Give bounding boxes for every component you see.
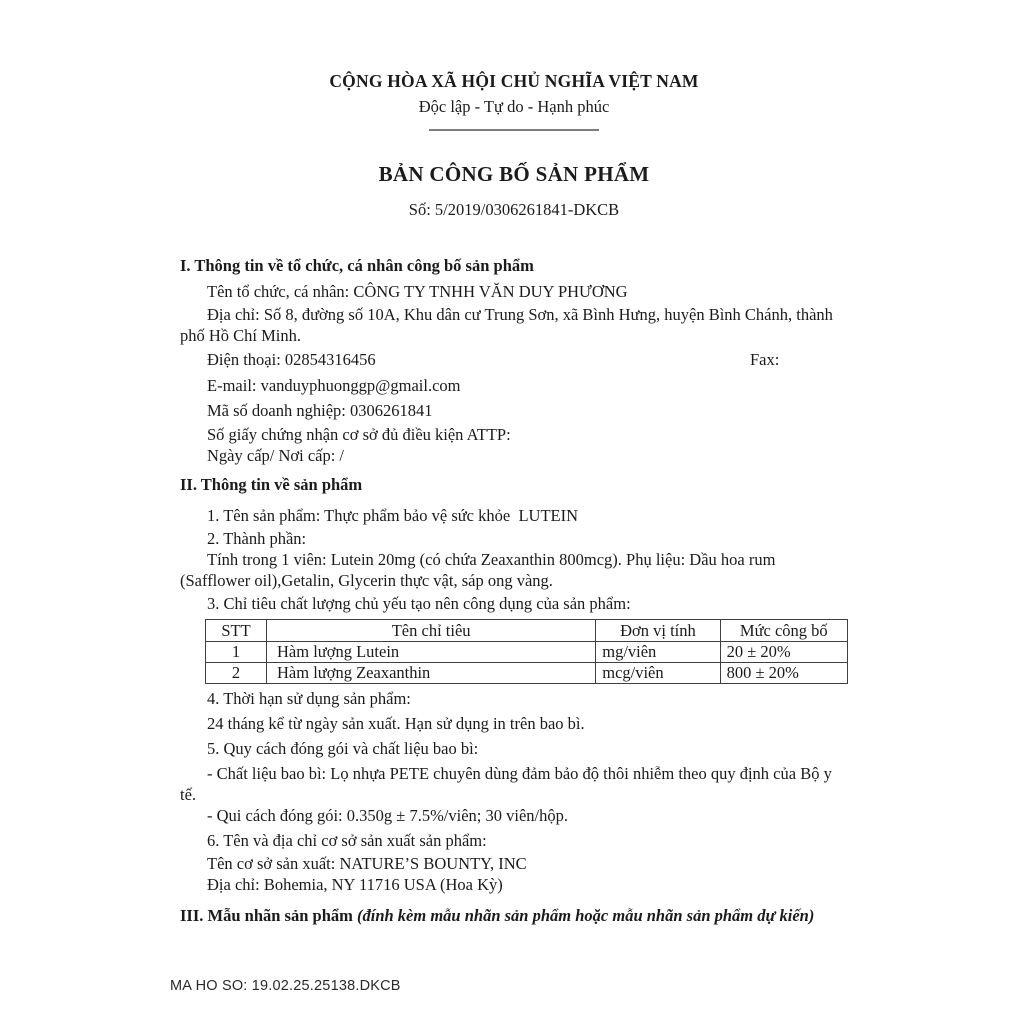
table-row	[206, 642, 848, 663]
section2-heading: II. Thông tin về sản phẩm	[180, 475, 363, 494]
ingredients-line: Tính trong 1 viên: Lutein 20mg (có chứa Zeaxanthin 800mcg). Phụ liệu: Dầu hoa rum (Safflower oil),Getalin, Glycerin thực vật, sáp ong vàng.	[180, 550, 776, 590]
cell-unit: mcg/viên	[596, 663, 720, 684]
section3-heading-italic: (đính kèm mẫu nhãn sản phẩm hoặc mẫu nhãn sản phẩm dự kiến)	[352, 906, 815, 925]
attp-cert-line: Số giấy chứng nhận cơ sở đủ điều kiện ATTP:	[207, 425, 511, 444]
packaging-heading-line: 5. Quy cách đóng gói và chất liệu bao bì:	[207, 739, 479, 758]
composition-heading-line: 2. Thành phần:	[207, 529, 307, 548]
table-header-row	[206, 620, 848, 642]
quality-criteria-line: 3. Chỉ tiêu chất lượng chủ yếu tạo nên công dụng của sản phẩm:	[207, 594, 631, 613]
issue-info-line: Ngày cấp/ Nơi cấp: /	[207, 446, 345, 465]
shelf-life-line: 24 tháng kể từ ngày sản xuất. Hạn sử dụng in trên bao bì.	[207, 714, 585, 733]
org-name-line: Tên tổ chức, cá nhân: CÔNG TY TNHH VĂN DUY PHƯƠNG	[207, 282, 628, 301]
table-row	[206, 663, 848, 684]
email-line: E-mail: vanduyphuonggp@gmail.com	[207, 376, 461, 395]
col-header-declared-level: Mức công bố	[720, 620, 847, 642]
shelf-life-heading-line: 4. Thời hạn sử dụng sản phẩm:	[207, 689, 411, 708]
manufacturer-heading-line: 6. Tên và địa chỉ cơ sở sản xuất sản phẩm:	[207, 831, 487, 850]
manufacturer-address-line: Địa chỉ: Bohemia, NY 11716 USA (Hoa Kỳ)	[207, 875, 503, 894]
section3-heading	[180, 905, 848, 926]
packing-spec-line: - Qui cách đóng gói: 0.350g ± 7.5%/viên; 30 viên/hộp.	[207, 806, 569, 825]
file-code: MA HO SO: 19.02.25.25138.DKCB	[170, 978, 401, 994]
cell-stt: 1	[206, 642, 267, 663]
national-motto: Độc lập - Tự do - Hạnh phúc	[418, 97, 610, 116]
document-header	[180, 0, 848, 221]
national-title: CỘNG HÒA XÃ HỘI CHỦ NGHĨA VIỆT NAM	[329, 71, 699, 91]
col-header-unit: Đơn vị tính	[596, 620, 720, 642]
spec-table-head	[206, 620, 848, 642]
org-address-line: Địa chỉ: Số 8, đường số 10A, Khu dân cư Trung Sơn, xã Bình Hưng, huyện Bình Chánh, thành phố Hồ Chí Minh.	[180, 305, 833, 345]
col-header-criterion: Tên chỉ tiêu	[267, 620, 596, 642]
phone-value: Điện thoại: 02854316456	[207, 350, 376, 369]
spec-table-body	[206, 642, 848, 684]
manufacturer-name-line: Tên cơ sở sản xuất: NATURE’S BOUNTY, INC	[207, 854, 527, 873]
cell-criterion: Hàm lượng Zeaxanthin	[267, 663, 596, 684]
phone-fax-line	[180, 349, 848, 370]
document-title: BẢN CÔNG BỐ SẢN PHẨM	[378, 162, 650, 186]
section1-heading: I. Thông tin về tổ chức, cá nhân công bố sản phẩm	[180, 256, 534, 275]
fax-label: Fax:	[750, 350, 780, 369]
cell-declared-level: 800 ± 20%	[720, 663, 847, 684]
section3-heading-bold: III. Mẫu nhãn sản phẩm	[180, 906, 353, 925]
cell-stt: 2	[206, 663, 267, 684]
header-separator-line	[429, 129, 599, 131]
cell-declared-level: 20 ± 20%	[720, 642, 847, 663]
business-id-line: Mã số doanh nghiệp: 0306261841	[207, 401, 433, 420]
quality-spec-table	[205, 619, 848, 684]
col-header-stt: STT	[206, 620, 267, 642]
document-number: Số: 5/2019/0306261841-DKCB	[408, 200, 620, 219]
document-content	[180, 0, 848, 926]
cell-unit: mg/viên	[596, 642, 720, 663]
packaging-material-line: - Chất liệu bao bì: Lọ nhựa PETE chuyên dùng đảm bảo độ thôi nhiễm theo quy định của Bộ y tế.	[180, 764, 832, 804]
product-name-line: 1. Tên sản phẩm: Thực phẩm bảo vệ sức khỏe LUTEIN	[207, 506, 579, 525]
cell-criterion: Hàm lượng Lutein	[267, 642, 596, 663]
